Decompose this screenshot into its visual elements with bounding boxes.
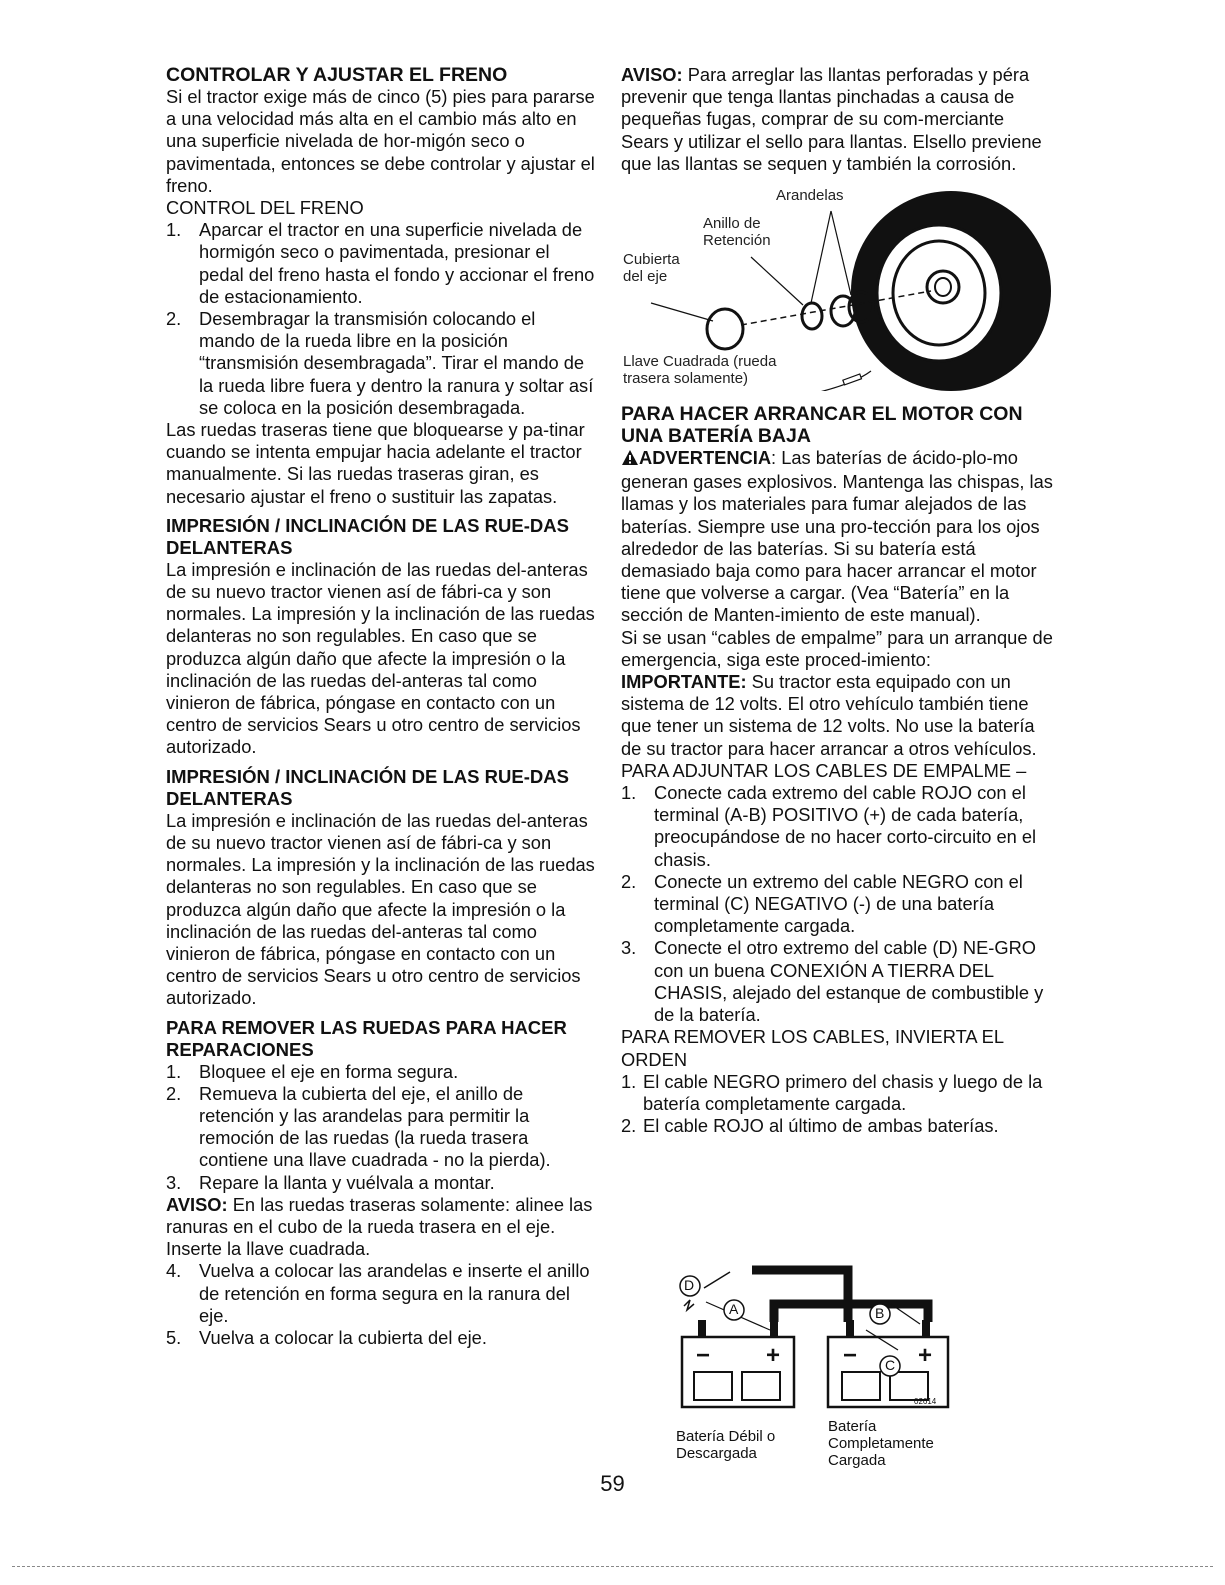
wheel-figure xyxy=(621,181,1053,391)
left-column xyxy=(166,64,596,1349)
remove-cables-steps xyxy=(621,1071,1053,1138)
toe-body-1: La impresión e inclinación de las ruedas del-anteras de su nuevo tractor vienen así de fábri-ca y son normales. La impresión y la inclinación de las ruedas delanteras no son regulables. En caso que se produzca algún daño que afecte la impresión o la inclinación de las ruedas del-anteras tal como vinieron de fábrica, póngase en contacto con un centro de servicios Sears u otro centro de servicios autorizado. xyxy=(166,558,595,758)
importante-paragraph: IMPORTANTE: Su tractor esta equipado con un sistema de 12 volts. El otro vehículo también tiene que tener un sistema de 12 volts. No use la batería de su tractor para hacer arrancar a otros vehículos. xyxy=(621,671,1037,759)
brake-steps xyxy=(166,219,596,419)
label-cubierta-eje: Cubierta del eje xyxy=(623,251,680,286)
start-title: PARA HACER ARRANCAR EL MOTOR CON UNA BATERÍA BAJA xyxy=(621,403,1023,448)
list-item: 1. El cable NEGRO primero del chasis y luego de la batería completamente cargada. xyxy=(621,1070,1043,1114)
toe-body-2: La impresión e inclinación de las ruedas del-anteras de su nuevo tractor vienen así de fábri-ca y son normales. La impresión y la inclinación de las ruedas delanteras no son regulables. En caso que se produzca algún daño que afecte la impresión o la inclinación de las ruedas del-anteras tal como vinieron de fábrica, póngase en contacto con un centro de servicios Sears u otro centro de servicios autorizado. xyxy=(166,809,595,1009)
list-item: 1. Conecte cada extremo del cable ROJO con el terminal (A-B) POSITIVO (+) de cada batería, preocupándose de no hacer corto-circuito en el chasis. xyxy=(621,782,1037,870)
remove-wheels-title: PARA REMOVER LAS RUEDAS PARA HACER REPARACIONES xyxy=(166,1016,567,1060)
warning-triangle-icon xyxy=(621,449,639,471)
label-weak-battery: Batería Débil o Descargada xyxy=(676,1428,776,1462)
list-item: 4. Vuelva a colocar las arandelas e inserte el anillo de retención en forma segura en la ranura del eje. xyxy=(166,1260,590,1326)
minus-sign-full: − xyxy=(843,1342,858,1369)
cables-intro: Si se usan “cables de empalme” para un arranque de emergencia, siga este proced-imiento: xyxy=(621,626,1053,670)
attach-title: PARA ADJUNTAR LOS CABLES DE EMPALME – xyxy=(621,759,1027,781)
battery-diagram xyxy=(670,1262,970,1472)
bottom-divider xyxy=(12,1566,1213,1567)
list-item: 2. Desembragar la transmisión colocando el mando de la rueda libre en la posición “transmisión desembragada”. Tirar el mando de la rueda libre fuera y dentro la ranura y soltar así se coloca en la posición desembragada. xyxy=(166,308,594,418)
list-item: 1. Bloquee el eje en forma segura. xyxy=(166,1060,459,1082)
label-arandelas: Arandelas xyxy=(776,187,844,205)
label-d: D xyxy=(684,1277,695,1293)
aviso-rear-wheels: AVISO: En las ruedas traseras solamente: alinee las ranuras en el cubo de la rueda trasera en el eje. Inserte la llave cuadrada. xyxy=(166,1193,593,1260)
plus-sign-full: + xyxy=(918,1342,933,1369)
list-item: 5. Vuelva a colocar la cubierta del eje. xyxy=(166,1326,487,1348)
label-full-battery: Batería Completamente Cargada xyxy=(828,1418,934,1469)
list-item: 2. Conecte un extremo del cable NEGRO con el terminal (C) NEGATIVO (-) de una batería completamente cargada. xyxy=(621,870,1023,937)
label-llave-cuadrada: Llave Cuadrada (rueda trasera solamente) xyxy=(623,353,777,388)
toe-title-2: IMPRESIÓN / INCLINACIÓN DE LAS RUE-DAS DELANTERAS xyxy=(166,765,569,809)
brake-after: Las ruedas traseras tiene que bloquearse y pa-tinar cuando se intenta empujar hacia adelante el tractor manualmente. Si las ruedas traseras giran, es necesario ajustar el freno o sustituir las zapatas. xyxy=(166,419,585,507)
list-item: 3. Repare la llanta y vuélvala a montar. xyxy=(166,1171,495,1193)
aviso-tire-sealant: AVISO: Para arreglar las llantas perforadas y péra prevenir que tenga llantas pinchadas a causa de pequeñas fugas, comprar de su com-merciante Sears y utilizar el sello para llantas. Elsello previene que las llantas se sequen y también la corrosión. xyxy=(621,64,1042,174)
label-a: A xyxy=(729,1301,739,1317)
toe-title-1: IMPRESIÓN / INCLINACIÓN DE LAS RUE-DAS DELANTERAS xyxy=(166,514,569,558)
advertencia-paragraph: ADVERTENCIA: Las baterías de ácido-plo-mo generan gases explosivos. Mantenga las chispas, las llamas y los materiales para fumar alejados de las baterías. Siempre use una pro-tección para los ojos alrededor de las baterías. Si su batería está demasiado baja como para hacer arrancar el motor tiene que volverse a cargar. (Vea “Batería” en la sección de Manten-imiento de este manual). xyxy=(621,447,1053,626)
list-item: 3. Conecte el otro extremo del cable (D) NE-GRO con un buena CONEXIÓN A TIERRA DEL CHASIS, alejado del estanque de combustible y de la batería. xyxy=(621,937,1044,1026)
list-item: 2. Remueva la cubierta del eje, el anillo de retención y las arandelas para permitir la remoción de las ruedas (la rueda trasera contiene una llave cuadrada - no la pierda). xyxy=(166,1082,551,1171)
figure-code: 02614 xyxy=(914,1397,937,1406)
attach-steps xyxy=(621,782,1053,1026)
brake-intro: Si el tractor exige más de cinco (5) pies para pararse a una velocidad más alta en el cambio más alto en una superficie nivelada de hor-migón seco o pavimentada, entonces se debe controlar y ajustar el freno. xyxy=(166,86,595,196)
right-column xyxy=(621,64,1053,1137)
label-c: C xyxy=(885,1357,896,1373)
brake-control-label: CONTROL DEL FRENO xyxy=(166,197,364,219)
jumper-cables-illustration xyxy=(670,1262,970,1412)
plus-sign-weak: + xyxy=(766,1342,781,1369)
list-item: 2. El cable ROJO al último de ambas baterías. xyxy=(621,1115,999,1137)
minus-sign-weak: − xyxy=(696,1342,711,1369)
remove-steps-2 xyxy=(166,1260,596,1349)
label-anillo-retencion: Anillo de Retención xyxy=(703,215,771,250)
list-item: 1. Aparcar el tractor en una superficie nivelada de hormigón seco o pavimentada, presionar el pedal del freno hasta el fondo y accionar el freno de estacionamiento. xyxy=(166,219,595,307)
remove-steps xyxy=(166,1061,596,1194)
brake-title: CONTROLAR Y AJUSTAR EL FRENO xyxy=(166,64,508,86)
remove-cables-title: PARA REMOVER LOS CABLES, INVIERTA EL ORDEN xyxy=(621,1026,1004,1070)
page-number: 59 xyxy=(600,1471,625,1496)
label-b: B xyxy=(875,1305,885,1321)
